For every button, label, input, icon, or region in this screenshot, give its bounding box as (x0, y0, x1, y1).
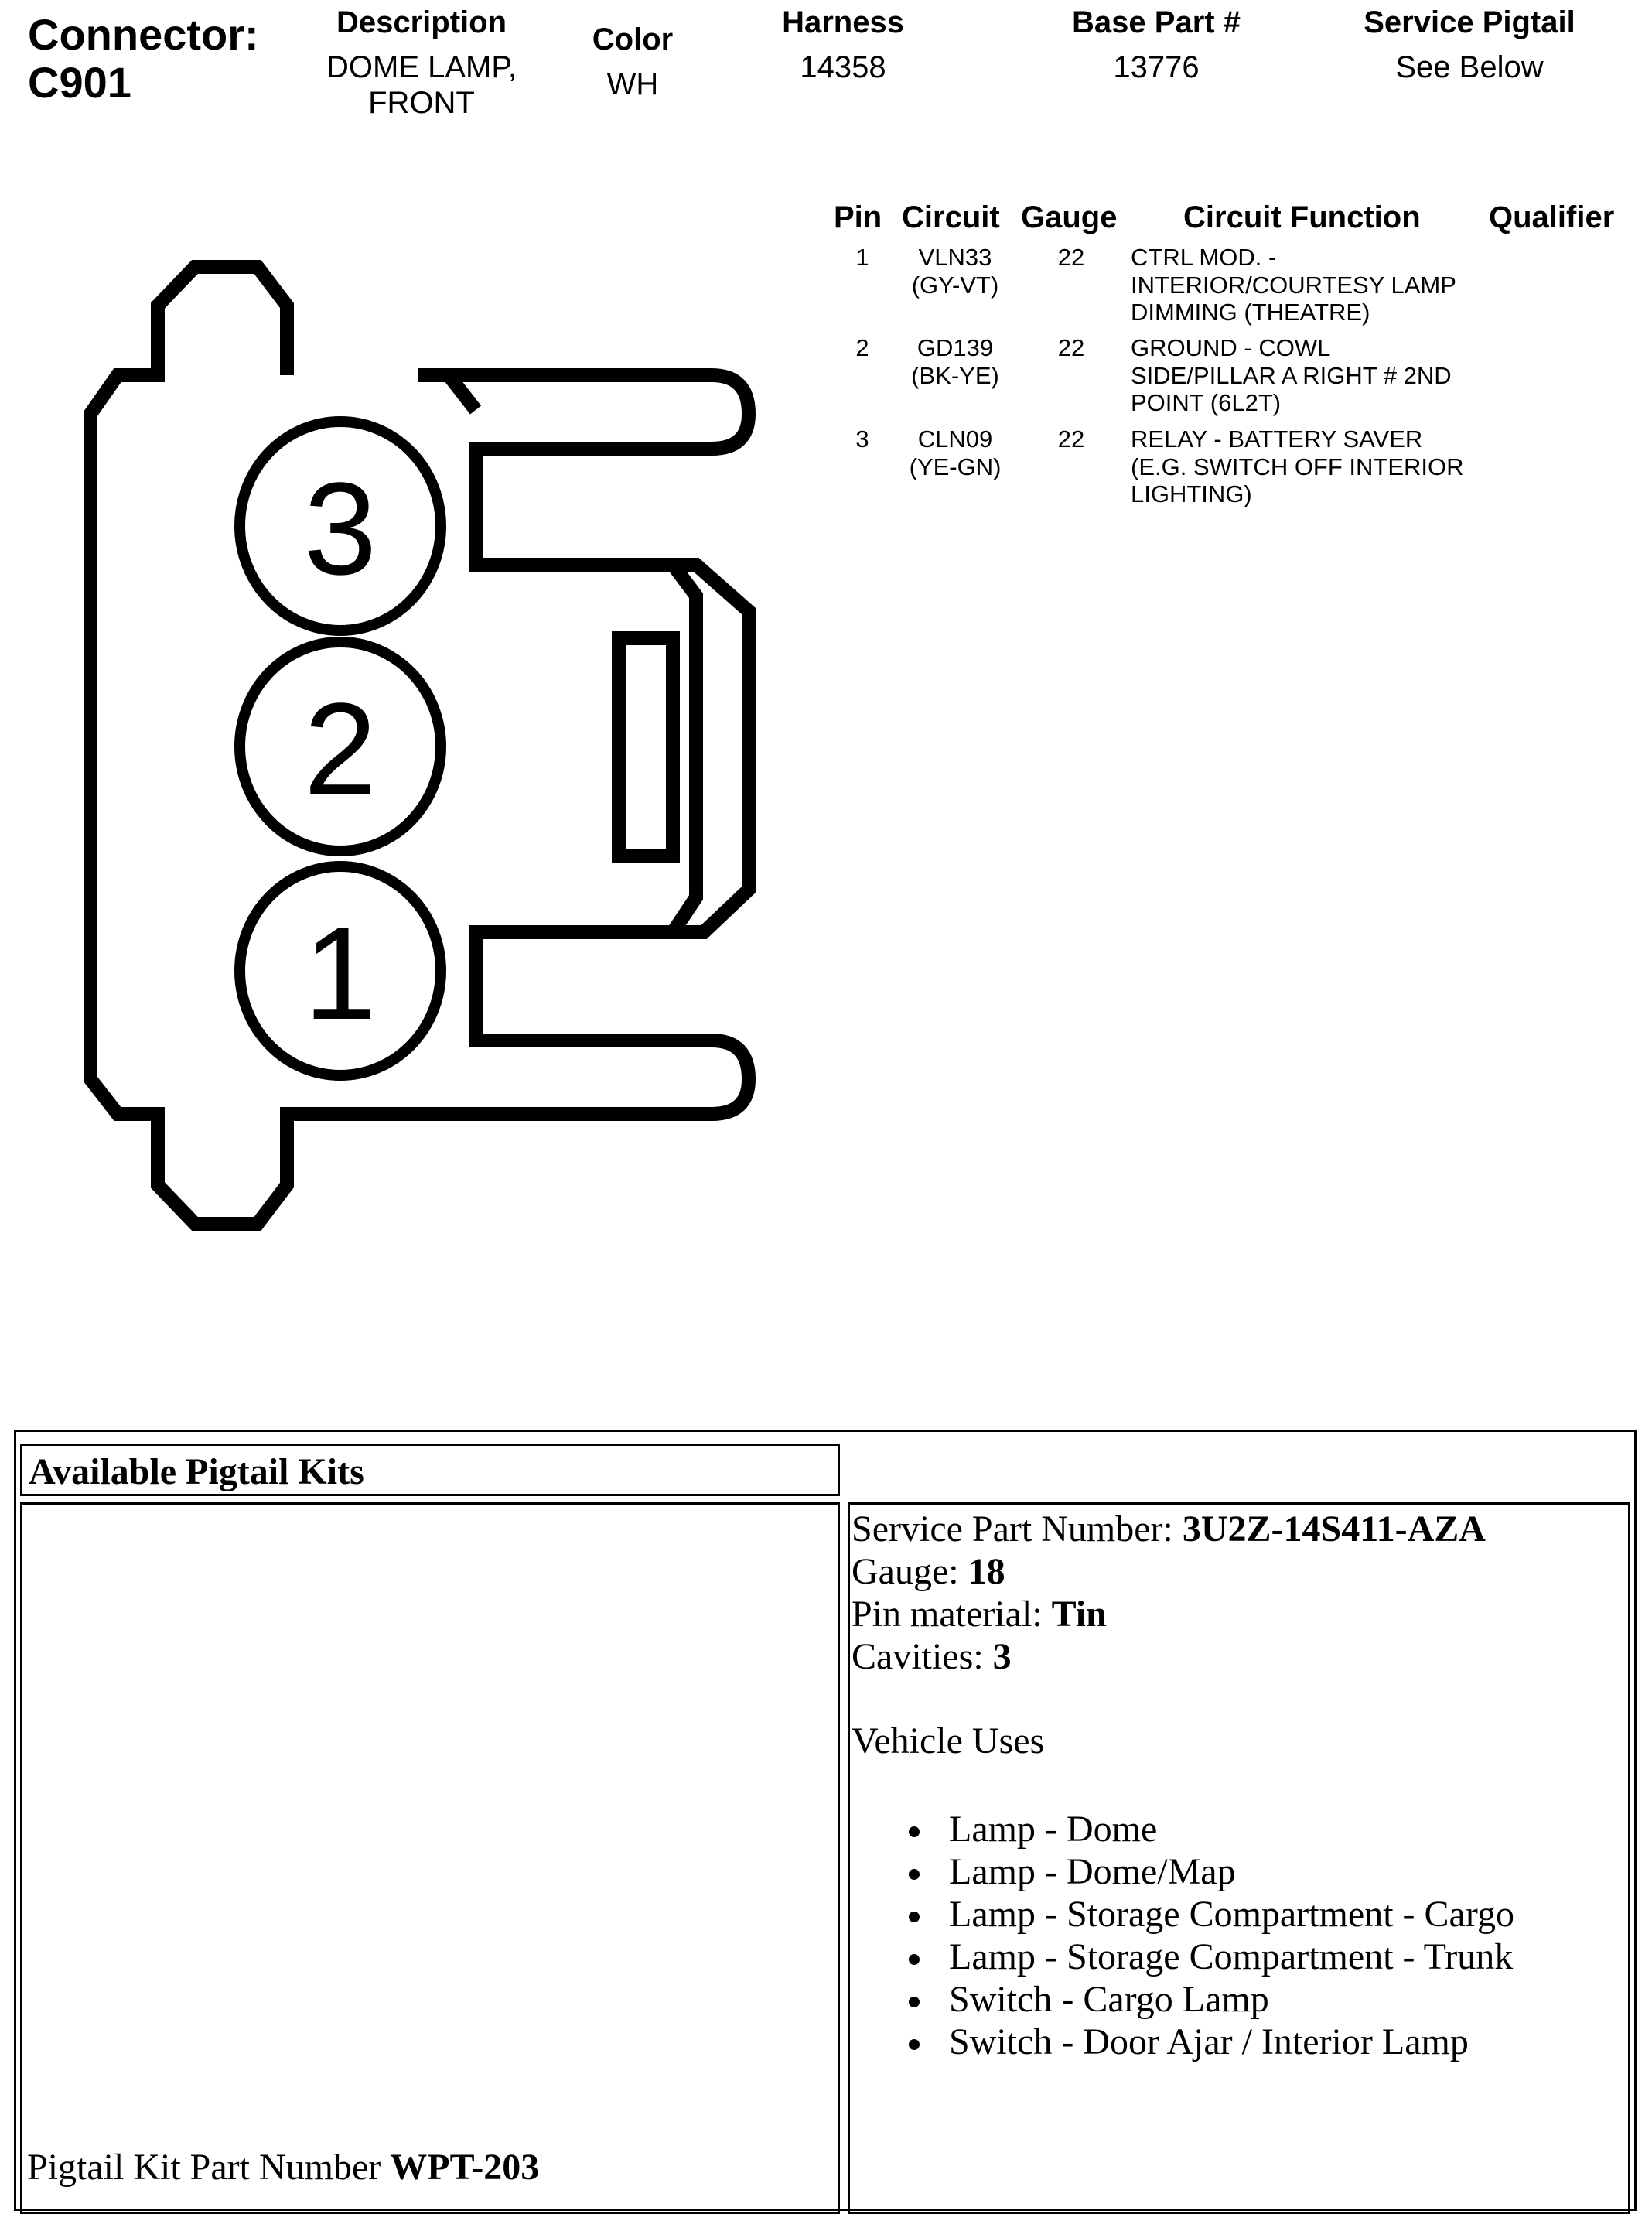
pin-2-gauge: 22 (1057, 334, 1085, 361)
pigtail-kit-cell (20, 1502, 840, 2214)
pin-2-circuit (889, 334, 1021, 389)
pin-material-label: Pin material: (852, 1594, 1052, 1635)
pin-material (852, 1593, 1107, 1635)
pin-1-function-line: CTRL MOD. - (1131, 244, 1277, 271)
lock-tab (619, 638, 673, 856)
cavity-3-label: 3 (303, 456, 377, 603)
vehicle-use-text: Lamp - Storage Compartment - Cargo (949, 1894, 1514, 1935)
pigtail-gauge (852, 1550, 1005, 1593)
circuit-header: Circuit (902, 200, 1000, 234)
pigtail-kit-label: Pigtail Kit Part Number (27, 2147, 391, 2188)
pin-3-circuit (889, 425, 1021, 480)
pin-3-function-line: (E.G. SWITCH OFF INTERIOR (1131, 453, 1464, 480)
circuit-function-header: Circuit Function (1183, 200, 1421, 234)
service-pigtail-value: See Below (1395, 50, 1544, 84)
pin-2-wire-color: (BK-YE) (911, 361, 999, 389)
vehicle-use-text: Switch - Cargo Lamp (949, 1979, 1269, 2020)
pin-1-function-line: DIMMING (THEATRE) (1131, 299, 1370, 326)
pigtail-section-title: Available Pigtail Kits (29, 1451, 364, 1492)
base-part-heading: Base Part # (1072, 5, 1241, 39)
cavities (852, 1635, 1012, 1678)
vehicle-use-text: Switch - Door Ajar / Interior Lamp (949, 2021, 1469, 2062)
gauge-header: Gauge (1021, 200, 1118, 234)
vehicle-use-text: Lamp - Dome (949, 1809, 1158, 1850)
connector-label: Connector: (28, 10, 259, 59)
bullet-icon (909, 2039, 920, 2050)
pin-3-function (1131, 425, 1533, 508)
description-value-line-2: FRONT (368, 86, 475, 120)
vehicle-use-item (949, 1978, 1514, 2021)
cavity-1-label: 1 (303, 900, 377, 1047)
vehicle-uses-title: Vehicle Uses (852, 1720, 1045, 1761)
service-pigtail-column (1330, 5, 1609, 85)
pigtail-gauge-label: Gauge: (852, 1551, 968, 1592)
color-heading: Color (592, 22, 674, 56)
pin-2-number: 2 (855, 334, 869, 361)
pigtail-gauge-value: 18 (968, 1551, 1005, 1592)
bullet-icon (909, 1869, 920, 1880)
pin-2-function (1131, 334, 1533, 417)
base-part-column (1025, 5, 1288, 85)
pin-3-function-line: LIGHTING) (1131, 480, 1252, 507)
service-pigtail-heading: Service Pigtail (1364, 5, 1575, 39)
service-part-label: Service Part Number: (852, 1508, 1183, 1549)
cavity-2-label: 2 (303, 676, 377, 823)
vehicle-use-item (949, 1808, 1514, 1850)
description-heading: Description (336, 5, 507, 39)
pin-1-gauge: 22 (1057, 244, 1085, 271)
qualifier-header: Qualifier (1489, 200, 1615, 234)
base-part-value: 13776 (1113, 50, 1200, 84)
cavities-label: Cavities: (852, 1636, 993, 1677)
vehicle-use-item (949, 1850, 1514, 1893)
pin-3-wire-color: (YE-GN) (909, 453, 1002, 480)
pin-1-function-line: INTERIOR/COURTESY LAMP (1131, 271, 1456, 299)
service-part-number (852, 1508, 1486, 1550)
pin-1-function (1131, 244, 1533, 326)
lower-latch-arm-2 (452, 932, 749, 1114)
bullet-icon (909, 1997, 920, 2007)
pin-1-circuit (889, 244, 1021, 299)
vehicle-use-text: Lamp - Storage Compartment - Trunk (949, 1936, 1514, 1977)
color-value: WH (606, 67, 659, 101)
pin-3-function-line: RELAY - BATTERY SAVER (1131, 425, 1423, 453)
vehicle-use-text: Lamp - Dome/Map (949, 1851, 1236, 1892)
pin-1-number: 1 (855, 244, 869, 271)
pin-3-number: 3 (855, 425, 869, 453)
bullet-icon (909, 1954, 920, 1965)
harness-value: 14358 (800, 50, 886, 84)
pin-3-gauge: 22 (1057, 425, 1085, 453)
harness-heading: Harness (782, 5, 904, 39)
vehicle-use-item (949, 1893, 1514, 1936)
cavities-value: 3 (992, 1636, 1012, 1677)
vehicle-use-item (949, 2021, 1514, 2063)
pigtail-details-cell (848, 1502, 1630, 2214)
pin-2-function-line: POINT (6L2T) (1131, 389, 1282, 416)
bullet-icon (909, 1912, 920, 1922)
service-part-value: 3U2Z-14S411-AZA (1182, 1508, 1486, 1549)
connector-id: C901 (28, 58, 131, 107)
pin-1-wire-color: (GY-VT) (911, 271, 999, 299)
vehicle-uses-list (949, 1808, 1514, 2063)
pin-3-circuit-id: CLN09 (917, 425, 993, 453)
pin-material-value: Tin (1051, 1594, 1107, 1635)
pin-1-circuit-id: VLN33 (918, 244, 992, 271)
connector-face-diagram (0, 0, 773, 1253)
pin-2-circuit-id: GD139 (916, 334, 994, 361)
vehicle-use-item (949, 1936, 1514, 1978)
pigtail-kit-value: WPT-203 (390, 2147, 540, 2188)
pin-header: Pin (834, 200, 882, 234)
pigtail-kit-part-number (27, 2146, 539, 2188)
description-value-line-1: DOME LAMP, (326, 50, 517, 84)
bullet-icon (909, 1826, 920, 1837)
pin-2-function-line: SIDE/PILLAR A RIGHT # 2ND (1131, 361, 1452, 389)
pin-2-function-line: GROUND - COWL (1131, 334, 1331, 361)
pigtail-title-cell (20, 1444, 840, 1496)
